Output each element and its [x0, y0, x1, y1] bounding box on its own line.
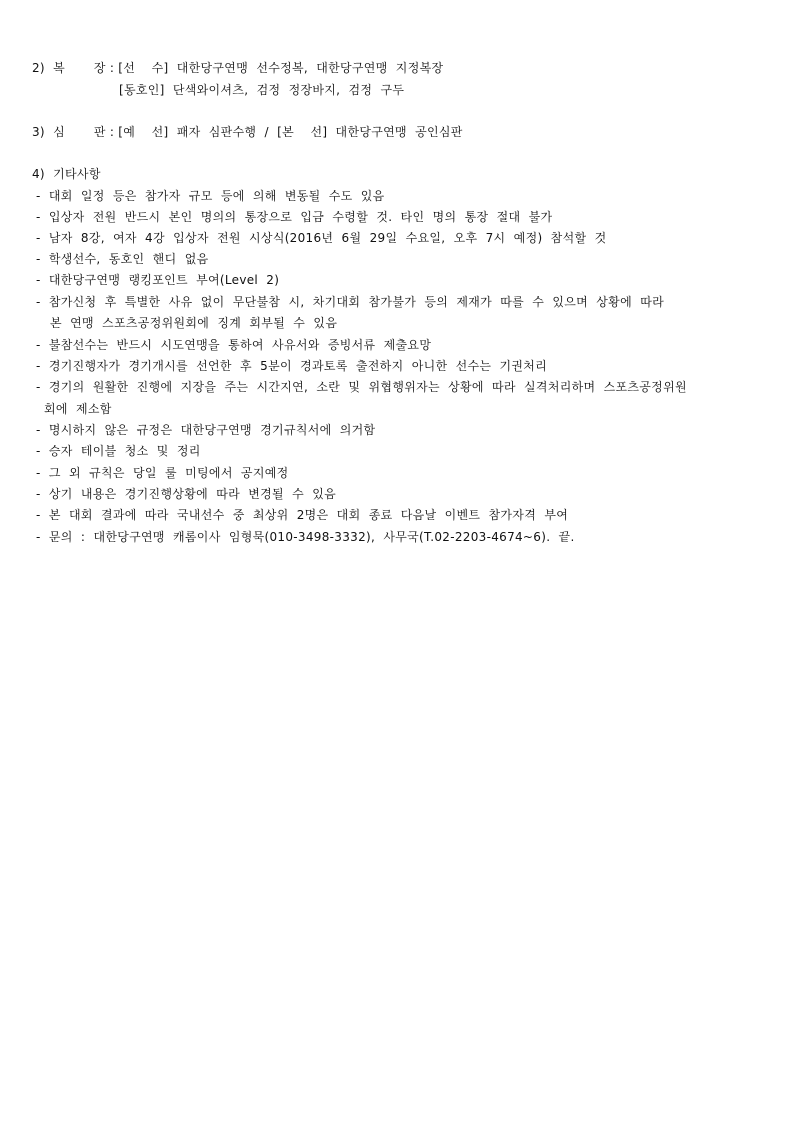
list-item: - 불참선수는 반드시 시도연맹을 통하여 사유서와 증빙서류 제출요망 — [36, 338, 432, 352]
section-3-referee-line: 3) 심 판 : [예 선] 패자 심판수행 / [본 선] 대한당구연맹 공인심판 — [32, 125, 463, 139]
list-item-continuation: 회에 제소함 — [44, 402, 112, 416]
section-2-attire-line-1: 2) 복 장 : [선 수] 대한당구연맹 선수정복, 대한당구연맹 지정복장 — [32, 61, 444, 75]
section-4-heading: 4) 기타사항 — [32, 167, 101, 181]
section-2-attire-line-2: [동호인] 단색와이셔츠, 검정 정장바지, 검정 구두 — [119, 83, 405, 97]
list-item-continuation: 본 연맹 스포츠공정위원회에 징계 회부될 수 있음 — [50, 316, 338, 330]
list-item: - 학생선수, 동호인 핸디 없음 — [36, 252, 209, 266]
list-item: - 대한당구연맹 랭킹포인트 부여(Level 2) — [36, 273, 280, 287]
list-item: - 문의 : 대한당구연맹 캐롬이사 임형묵(010-3498-3332), 사무국(T.02-2203-4674~6). 끝. — [36, 530, 575, 544]
list-item: - 경기의 원활한 진행에 지장을 주는 시간지연, 소란 및 위협행위자는 상황에 따라 실격처리하며 스포츠공정위원 — [36, 380, 687, 394]
list-item: - 상기 내용은 경기진행상황에 따라 변경될 수 있음 — [36, 487, 337, 501]
list-item: - 승자 테이블 청소 및 정리 — [36, 444, 201, 458]
list-item: - 경기진행자가 경기개시를 선언한 후 5분이 경과토록 출전하지 아니한 선수는 기권처리 — [36, 359, 548, 373]
list-item: - 대회 일정 등은 참가자 규모 등에 의해 변동될 수도 있음 — [36, 189, 385, 203]
list-item: - 참가신청 후 특별한 사유 없이 무단불참 시, 차기대회 참가불가 등의 제재가 따를 수 있으며 상황에 따라 — [36, 295, 664, 309]
list-item: - 본 대회 결과에 따라 국내선수 중 최상위 2명은 대회 종료 다음날 이벤트 참가자격 부여 — [36, 508, 569, 522]
list-item: - 남자 8강, 여자 4강 입상자 전원 시상식(2016년 6월 29일 수요일, 오후 7시 예정) 참석할 것 — [36, 231, 607, 245]
list-item: - 입상자 전원 반드시 본인 명의의 통장으로 입금 수령할 것. 타인 명의 통장 절대 불가 — [36, 210, 553, 224]
list-item: - 그 외 규칙은 당일 룰 미팅에서 공지예정 — [36, 466, 289, 480]
list-item: - 명시하지 않은 규정은 대한당구연맹 경기규칙서에 의거함 — [36, 423, 376, 437]
